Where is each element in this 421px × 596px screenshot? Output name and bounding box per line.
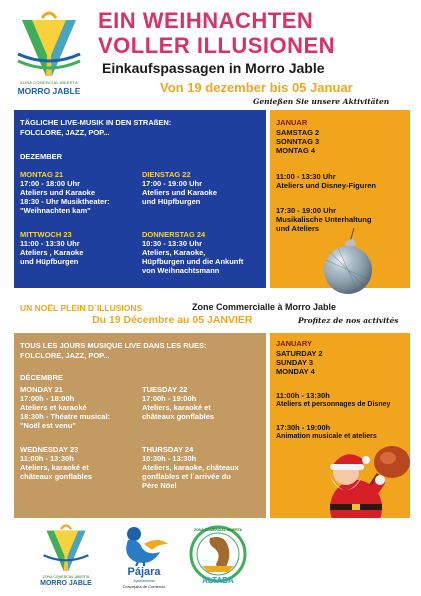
day-line: châteaux gonflables (142, 412, 215, 421)
slot-desc: Animation musicale et ateliers (276, 433, 377, 440)
january-label: JANUAR (276, 118, 308, 127)
french-zone: Zone Commercialle à Morro Jable (192, 302, 337, 312)
morro-jable-logo (12, 8, 86, 100)
day-label: THURSDAY 24 (142, 445, 194, 454)
day-line: 11:00 - 13:30 Uhr (20, 239, 80, 248)
day-block (142, 170, 264, 206)
french-enjoy-tagline: Profitez de nos activités (298, 316, 399, 325)
pajara-sub-2: Concejalía de Comercio (122, 584, 166, 589)
date-range: Von 19 dezember bis 05 Januar (160, 80, 353, 95)
day-label: WEDNESDAY 23 (20, 445, 79, 454)
day-label: DONNERSTAG 24 (142, 230, 206, 239)
day-block (142, 230, 264, 275)
day-line: Ateliers, Karaoke, (142, 248, 206, 257)
day-line: Ateliers et karaoké (20, 403, 87, 412)
pajara-logo (114, 522, 174, 592)
day-line: 17:00 - 19:00 Uhr (142, 179, 203, 188)
day-label: MITTWOCH 23 (20, 230, 72, 239)
intro-line-2: FOLCLORE, JAZZ, POP... (20, 351, 110, 360)
shopping-bag-icon (36, 522, 96, 574)
slot-time: 17:30h - 19:00h (276, 423, 331, 432)
day-line: 17:00 - 18:00 Uhr (20, 179, 81, 188)
altaba-name: ALTABA (202, 576, 234, 585)
day-line: 18:30 - Uhr Musiktheater: (20, 197, 110, 206)
subtitle: Einkaufspassagen in Morro Jable (102, 60, 325, 76)
day-label: DIENSTAG 22 (142, 170, 191, 179)
french-december-panel (14, 333, 266, 518)
french-title: UN NOËL PLEIN D´ILLUSIONS (20, 303, 143, 313)
slot-time: 11:00 - 13:30 Uhr (276, 172, 336, 181)
day-line: "Noël est venu" (20, 421, 76, 430)
pajara-name: Pájara (127, 566, 161, 578)
morro-jable-footer-logo (36, 522, 96, 592)
intro-line-2: FOLCLORE, JAZZ, POP... (20, 128, 110, 137)
bird-icon (114, 522, 174, 566)
footer (0, 518, 421, 596)
altaba-logo (188, 524, 248, 590)
slot-time: 11:00h - 13:30h (276, 391, 330, 400)
altaba-emblem-icon (188, 524, 248, 584)
title-line-2: VOLLER ILLUSIONEN (98, 33, 336, 58)
pajara-sub-1: Ayuntamiento (133, 579, 155, 583)
intro-line-1: TÄGLICHE LIVE-MUSIK IN DEN STRAßEN: (20, 118, 172, 127)
month-label: DEZEMBER (20, 152, 63, 161)
logo-small-caption: ZONA COMERCIAL ABIERTA (42, 575, 90, 579)
day-line: 17:00h - 19:00h (142, 394, 197, 403)
logo-name: MORRO JABLE (17, 86, 81, 96)
day-line: Ateliers, karaoké et (142, 403, 211, 412)
day-line: gonflables et l´arrivée du (142, 472, 231, 481)
day-block (20, 385, 140, 430)
day-line: Ateliers , Karaoke (20, 248, 84, 257)
january-day: MONTAG 4 (276, 146, 316, 155)
day-line: und Hüpfburgen (20, 257, 79, 266)
day-line: Ateliers und Karaoke (20, 188, 96, 197)
january-day: SONNTAG 3 (276, 137, 320, 146)
slot-time: 17:30 - 19:00 Uhr (276, 206, 337, 215)
january-day: MONDAY 4 (276, 367, 315, 376)
day-line: 11:00h - 13:30h (20, 454, 74, 463)
day-line: Ateliers und Karaoke (142, 188, 218, 197)
day-block (20, 230, 140, 266)
day-line: Père Nöel (142, 481, 177, 490)
day-line: und Hüpfburgen (142, 197, 201, 206)
day-line: 18:30h - Théatre musical: (20, 412, 111, 421)
day-label: MONTAG 21 (20, 170, 64, 179)
day-line: 10:30 - 13:30 Uhr (142, 239, 203, 248)
day-line: 10:30h - 13:30h (142, 454, 197, 463)
slot-desc: Ateliers und Disney-Figuren (276, 181, 377, 190)
january-day: SUNDAY 3 (276, 358, 314, 367)
january-label: JANUARY (276, 339, 312, 348)
day-line: von Weihnachtsmann (142, 266, 220, 275)
enjoy-tagline: Genießen Sie unsere Aktivitäten (253, 97, 390, 106)
day-block (142, 385, 264, 421)
january-day: SAMSTAG 2 (276, 128, 320, 137)
german-december-panel (14, 110, 266, 288)
logo-small-caption: ZONA COMERCIAL ABIERTA (20, 80, 78, 85)
slot-desc: Musikalische Unterhaltung (276, 215, 372, 224)
day-line: Ateliers, karaoke, châteaux (142, 463, 239, 472)
day-label: TUESDAY 22 (142, 385, 188, 394)
altaba-ring-text: ZONA COMERCIAL ABIERTA (193, 528, 243, 532)
slot-desc: Ateliers et personnages de Disney (276, 401, 391, 408)
day-block (20, 445, 140, 481)
day-line: "Weihnachten kam" (20, 206, 91, 215)
day-block (142, 445, 264, 490)
christmas-ornament-icon (320, 228, 380, 298)
french-date-range: Du 19 Décembre au 05 JANVIER (92, 314, 253, 326)
shopping-bag-icon (12, 8, 86, 80)
january-day: SATURDAY 2 (276, 349, 323, 358)
logo-name: MORRO JABLE (40, 580, 92, 587)
day-line: Ateliers, karaoké et (20, 463, 89, 472)
title-line-1: EIN WEIHNACHTEN (98, 8, 314, 33)
intro-line-1: TOUS LES JOURS MUSIQUE LIVE DANS LES RUES: (20, 341, 207, 350)
month-label: DÉCEMBRE (20, 373, 63, 382)
day-line: châteaux gonflables (20, 472, 93, 481)
day-line: Hüpfburgen und die Ankunft (142, 257, 244, 266)
day-label: MONDAY 21 (20, 385, 63, 394)
day-block (20, 170, 140, 215)
slot-desc: und Ateliers (276, 224, 320, 233)
day-line: 17:00h - 18:00h (20, 394, 75, 403)
